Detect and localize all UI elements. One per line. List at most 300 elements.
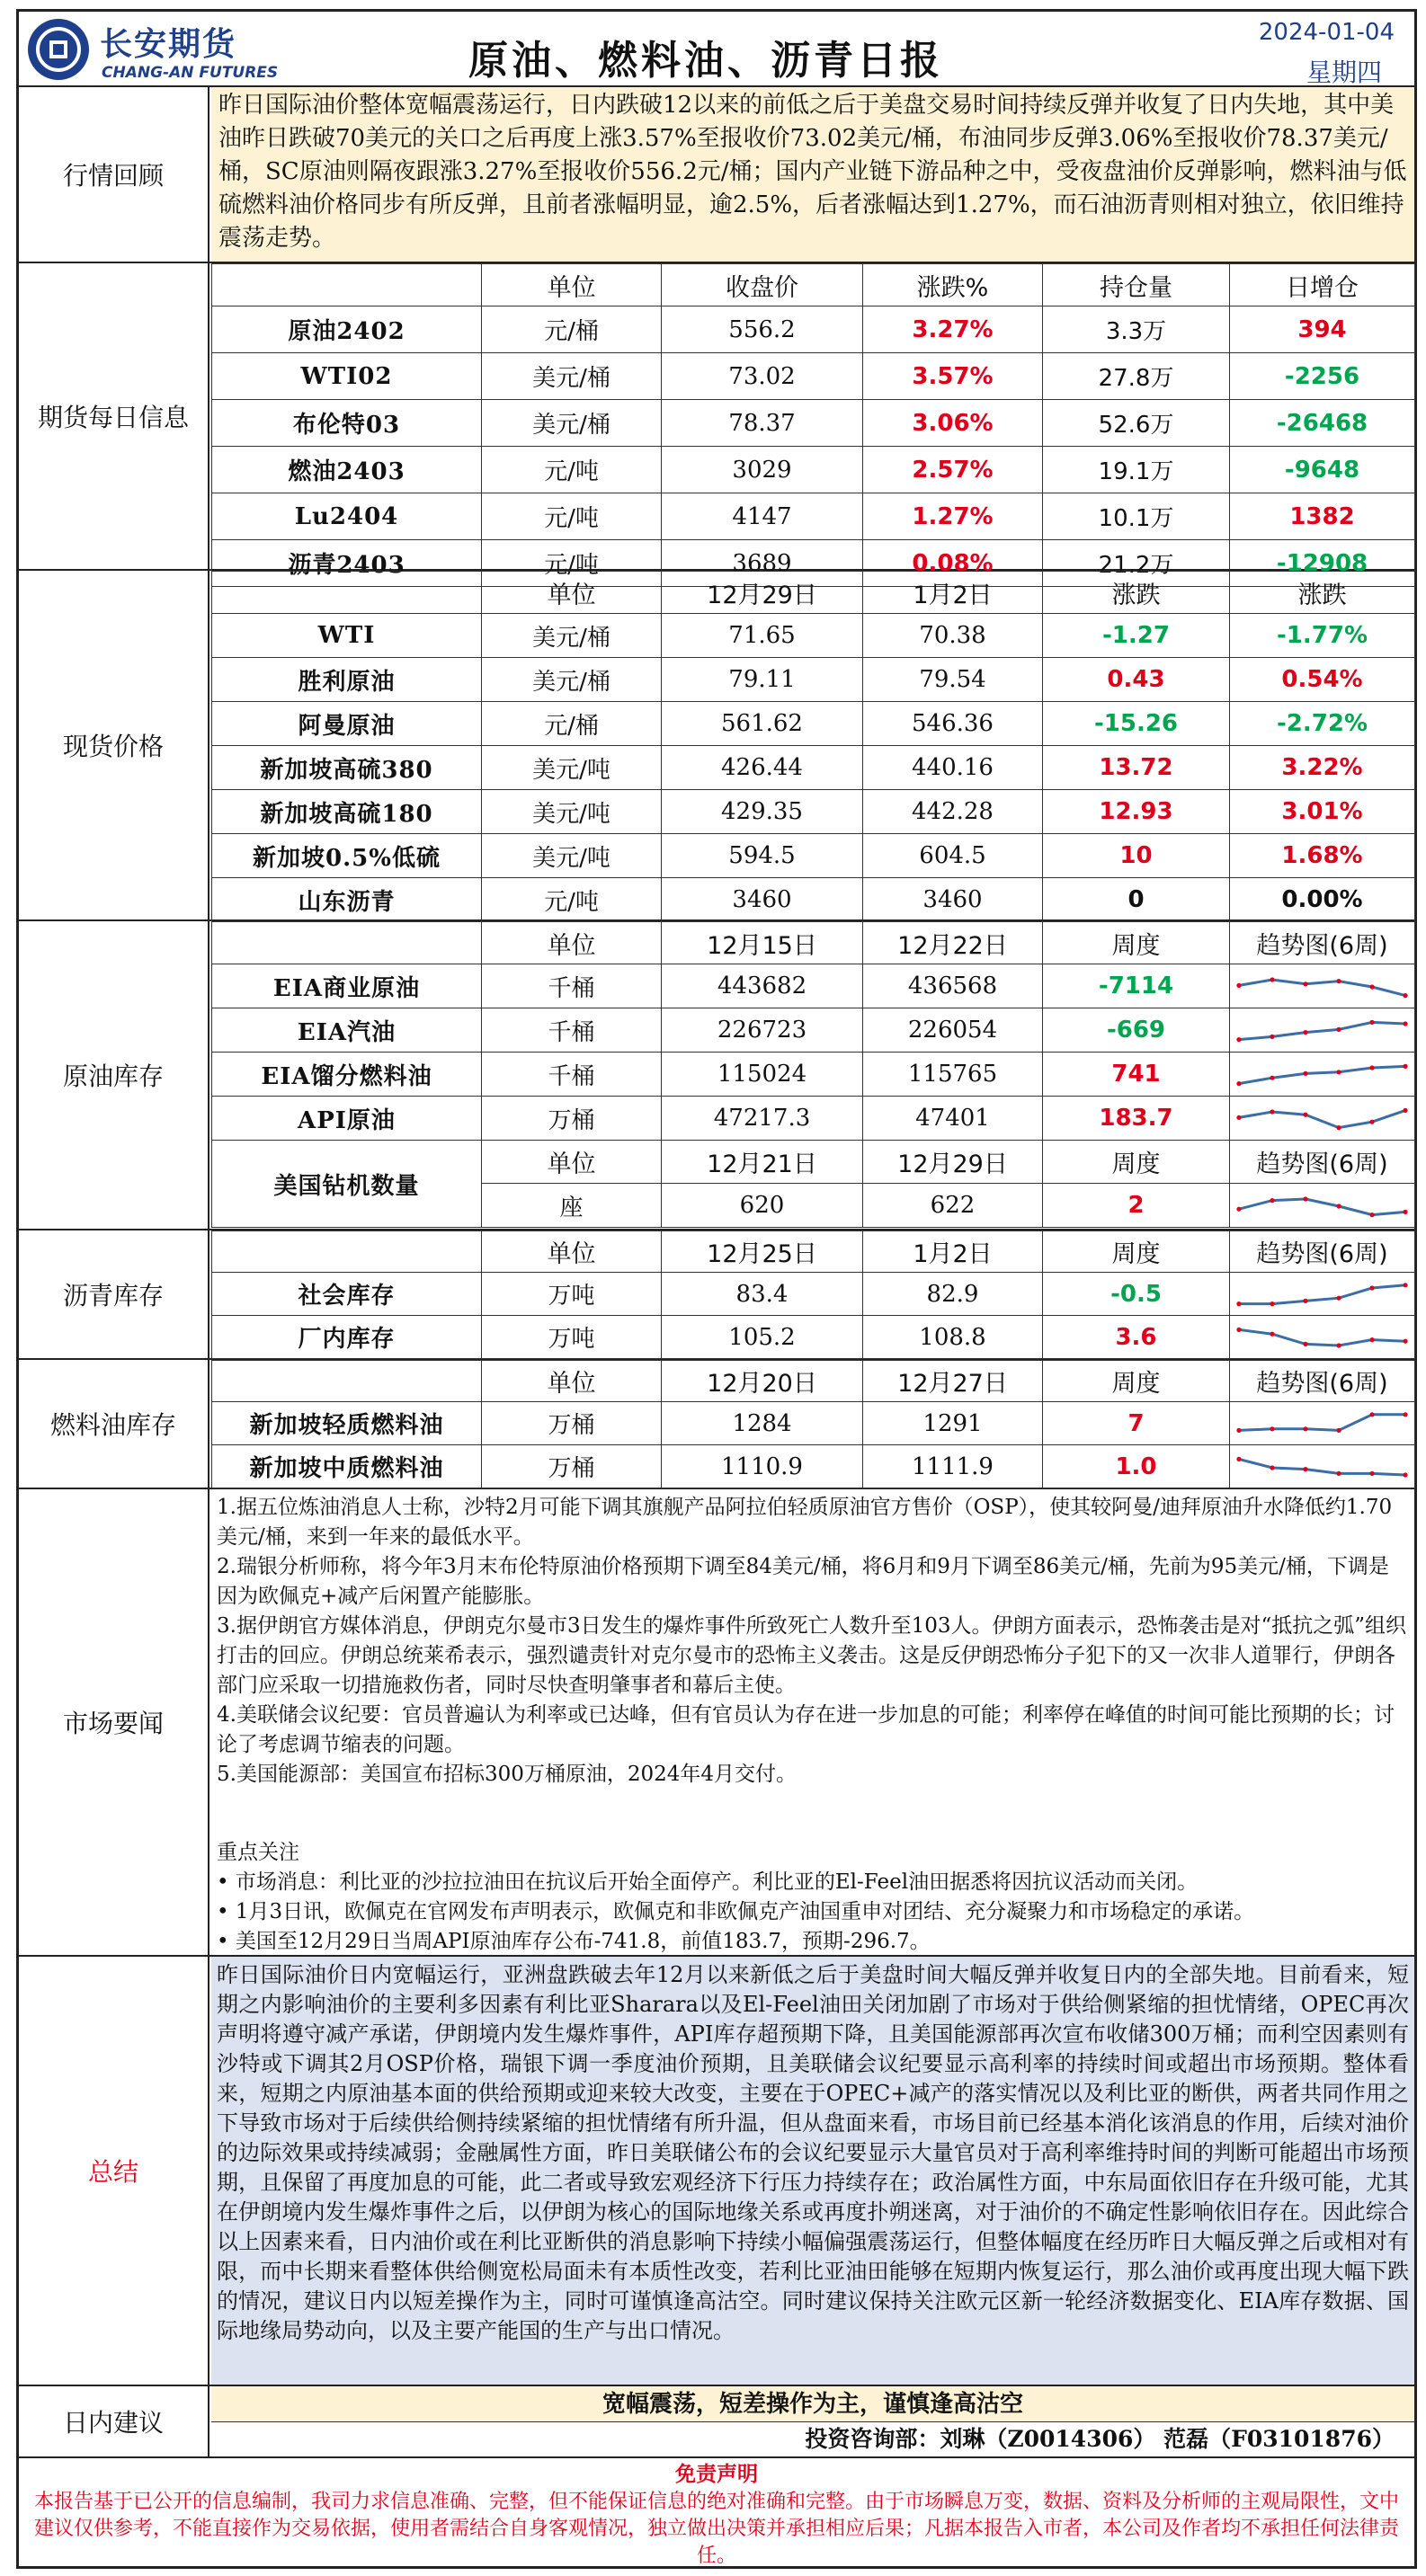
- table-row: [212, 1402, 1415, 1445]
- trend-point: [1303, 1341, 1307, 1346]
- weekly-change-cell: 741: [1043, 1053, 1230, 1097]
- trend-point: [1303, 1030, 1307, 1035]
- value-date1-cell: 83.4: [662, 1273, 863, 1316]
- summary-text: 昨日国际油价日内宽幅运行，亚洲盘跌破去年12月以来新低之后于美盘时间大幅反弹并收复日内的全部失地。目前看来，短期之内影响油价的主要利多因素有利比亚Sharara以及El-Feel油田关闭加剧了市场对于供给侧紧缩的担忧情绪，OPEC再次声明将遵守减产承诺，伊朗境内发生爆炸事件，API库存超预期下降，且美国能源部再次宣布收储300万桶；而利空因素则有沙特或下调其2月OSP价格，瑞银下调一季度油价预期，且美联储会议纪要显示高利率的持续时间或超出市场预期。整体看来，短期之内原油基本面的供给预期或迎来较大改变，主要在于OPEC+减产的落实情况以及利比亚的断供，两者共同作用之下导致市场对于后续供给侧持续紧缩的担忧情绪有所升温，但从盘面来看，市场目前已经基本消化该消息的作用，后续对油价的边际效果或持续减弱；金融属性方面，昨日美联储公布的会议纪要显示大量官员对于高利率维持时间的判断可能超出市场预期，且保留了再度加息的可能，此二者或导致宏观经济下行压力持续存在；政治属性方面，中东局面依旧存在升级可能，尤其在伊朗境内发生爆炸事件之后，以伊朗为核心的国际地缘关系或再度扑朔迷离，对于油价的不确定性影响依旧存在。因此综合以上因素来看，日内油价或在利比亚断供的消息影响下持续小幅偏强震荡运行，但整体幅度在经历昨日大幅反弹之后或相对有限，而中长期来看整体供给侧宽松局面未有本质性改变，若利比亚油田能够在短期内恢复运行，那么油价或再度出现大幅下跌的情况，建议日内以短差操作为主，同时可谨慎逢高沽空。同时建议保持关注欧元区新一轮经济数据变化、EIA库存数据、国际地缘局势动向，以及主要产能国的生产与出口情况。: [211, 1957, 1414, 2385]
- weekly-change-cell: 7: [1043, 1402, 1230, 1445]
- inventory-name: 厂内库存: [212, 1316, 482, 1359]
- trend-point: [1336, 1427, 1341, 1432]
- column-header: 日增仓: [1230, 264, 1415, 306]
- trend-point: [1270, 1109, 1274, 1114]
- price-date2-cell: 70.38: [863, 614, 1043, 658]
- spot-name: 阿曼原油: [212, 702, 482, 746]
- inventory-name: EIA商业原油: [212, 964, 482, 1008]
- trend-point: [1336, 1125, 1341, 1130]
- section-label: 市场要闻: [19, 1489, 209, 1955]
- value-date1-cell: 1284: [662, 1402, 863, 1445]
- unit-cell: 元/吨: [482, 447, 662, 493]
- trend-point: [1369, 984, 1374, 989]
- change-cell: -15.26: [1043, 702, 1230, 746]
- value-date2-cell: 226054: [863, 1008, 1043, 1053]
- trend-point: [1369, 1285, 1374, 1290]
- trend-point: [1236, 1456, 1241, 1461]
- trend-line: [1239, 1066, 1405, 1083]
- inventory-name: EIA馏分燃料油: [212, 1053, 482, 1097]
- disclaimer: [19, 2460, 1414, 2570]
- trend-point: [1336, 1070, 1341, 1074]
- change-cell: 12.93: [1043, 790, 1230, 834]
- unit-cell: 美元/桶: [482, 400, 662, 447]
- price-date1-cell: 426.44: [662, 746, 863, 790]
- change-pct-cell: 3.27%: [863, 306, 1043, 353]
- value-date1-cell: 105.2: [662, 1316, 863, 1359]
- trend-chart-cell: [1230, 1008, 1415, 1053]
- trend-point: [1270, 1301, 1274, 1306]
- column-header: 周度: [1043, 1231, 1230, 1273]
- close-price-cell: 3029: [662, 447, 863, 493]
- change-pct-cell: -1.77%: [1230, 614, 1415, 658]
- table-row: [212, 353, 1415, 400]
- value-date1-cell: 1110.9: [662, 1445, 863, 1488]
- table-row: [212, 447, 1415, 493]
- column-header: 单位: [482, 922, 662, 964]
- change-cell: 0: [1043, 878, 1230, 922]
- trend-chart-cell: [1230, 964, 1415, 1008]
- trend-point: [1403, 1064, 1407, 1069]
- close-price-cell: 4147: [662, 493, 863, 540]
- unit-cell: 千桶: [482, 1053, 662, 1097]
- price-date1-cell: 3460: [662, 878, 863, 922]
- weekly-change-cell: -0.5: [1043, 1273, 1230, 1316]
- fuel-stock-table: [211, 1360, 1415, 1488]
- daily-oi-change-cell: 1382: [1230, 493, 1415, 540]
- section-label: 燃料油库存: [19, 1360, 209, 1488]
- trend-point: [1270, 977, 1274, 982]
- value-date2-cell: 1291: [863, 1402, 1043, 1445]
- daily-oi-change-cell: 394: [1230, 306, 1415, 353]
- change-pct-cell: 0.00%: [1230, 878, 1415, 922]
- trend-line: [1239, 1459, 1405, 1475]
- section-label: 日内建议: [19, 2386, 209, 2456]
- trend-point: [1303, 1298, 1307, 1302]
- price-date1-cell: 561.62: [662, 702, 863, 746]
- unit-cell: 千桶: [482, 964, 662, 1008]
- trend-point: [1403, 1412, 1407, 1417]
- rig-header-row: [212, 1141, 1415, 1184]
- section-label: 总结: [19, 1957, 209, 2385]
- change-cell: -1.27: [1043, 614, 1230, 658]
- change-cell: 0.43: [1043, 658, 1230, 702]
- weekly-change-cell: 2: [1043, 1184, 1230, 1228]
- trend-point: [1369, 1065, 1374, 1070]
- trend-point: [1236, 1427, 1241, 1432]
- rig-count-name: 美国钻机数量: [212, 1141, 482, 1228]
- table-row: [212, 614, 1415, 658]
- contract-name: 原油2402: [212, 306, 482, 353]
- unit-cell: 美元/桶: [482, 614, 662, 658]
- trend-sparkline: [1230, 1185, 1414, 1226]
- price-date1-cell: 429.35: [662, 790, 863, 834]
- column-header: 单位: [482, 264, 662, 306]
- value-date2-cell: 115765: [863, 1053, 1043, 1097]
- column-header: 12月27日: [863, 1361, 1043, 1402]
- trend-line: [1239, 1284, 1405, 1303]
- value-date1-cell: 47217.3: [662, 1097, 863, 1141]
- unit-cell: 万吨: [482, 1273, 662, 1316]
- trend-line: [1239, 980, 1405, 996]
- value-date2-cell: 47401: [863, 1097, 1043, 1141]
- focus-item: • 美国至12月29日当周API原油库存公布-741.8，前值183.7，预期-296.7。: [217, 1930, 931, 1953]
- unit-cell: 万桶: [482, 1097, 662, 1141]
- daily-oi-change-cell: -26468: [1230, 400, 1415, 447]
- column-header: 周度: [1043, 1361, 1230, 1402]
- trend-line: [1239, 1329, 1405, 1346]
- contract-name: 布伦特03: [212, 400, 482, 447]
- weekly-change-cell: -7114: [1043, 964, 1230, 1008]
- trend-point: [1236, 1327, 1241, 1331]
- report-title: 原油、燃料油、沥青日报: [468, 38, 943, 84]
- close-price-cell: 73.02: [662, 353, 863, 400]
- change-pct-cell: 3.06%: [863, 400, 1043, 447]
- weekly-change-cell: 3.6: [1043, 1316, 1230, 1359]
- open-interest-cell: 19.1万: [1043, 447, 1230, 493]
- value-date2-cell: 1111.9: [863, 1445, 1043, 1488]
- news-body: [211, 1489, 1414, 1955]
- weekly-change-cell: 1.0: [1043, 1445, 1230, 1488]
- trend-sparkline: [1230, 1097, 1414, 1139]
- asphalt-stock-table: [211, 1230, 1415, 1359]
- trend-sparkline: [1230, 1446, 1414, 1488]
- table-row: [212, 1097, 1415, 1141]
- table-row: [212, 790, 1415, 834]
- unit-cell: 元/吨: [482, 540, 662, 587]
- table-row: [212, 400, 1415, 447]
- section-label: 行情回顾: [19, 87, 209, 262]
- spot-name: WTI: [212, 614, 482, 658]
- value-date2-cell: 622: [863, 1184, 1043, 1228]
- unit-cell: 座: [482, 1184, 662, 1228]
- trend-sparkline: [1230, 1274, 1414, 1315]
- column-header: [212, 922, 482, 964]
- trend-point: [1336, 1295, 1341, 1300]
- trend-point: [1270, 1076, 1274, 1080]
- trend-point: [1369, 1212, 1374, 1217]
- spot-table: [211, 571, 1415, 922]
- trend-point: [1369, 1020, 1374, 1025]
- column-header: [212, 572, 482, 614]
- unit-cell: 美元/桶: [482, 658, 662, 702]
- column-header: 12月21日: [662, 1141, 863, 1184]
- report-header: [19, 12, 1414, 87]
- trend-point: [1303, 1467, 1307, 1471]
- column-header: 收盘价: [662, 264, 863, 306]
- spot-name: 新加坡高硫180: [212, 790, 482, 834]
- advice-section: [19, 2386, 1414, 2458]
- trend-point: [1236, 1207, 1241, 1212]
- news-item: 5.美国能源部：美国宣布招标300万桶原油，2024年4月交付。: [217, 1763, 798, 1786]
- logo-en: CHANG-AN FUTURES: [102, 64, 279, 82]
- column-header: 12月20日: [662, 1361, 863, 1402]
- price-date1-cell: 594.5: [662, 834, 863, 878]
- trend-point: [1303, 982, 1307, 986]
- section-label: 现货价格: [19, 571, 209, 919]
- change-pct-cell: 3.01%: [1230, 790, 1415, 834]
- value-date2-cell: 108.8: [863, 1316, 1043, 1359]
- trend-chart-cell: [1230, 1273, 1415, 1316]
- trend-point: [1236, 1301, 1241, 1306]
- column-header: 涨跌: [1043, 572, 1230, 614]
- price-date2-cell: 440.16: [863, 746, 1043, 790]
- close-price-cell: 3689: [662, 540, 863, 587]
- change-pct-cell: 2.57%: [863, 447, 1043, 493]
- trend-point: [1270, 1198, 1274, 1203]
- price-date2-cell: 3460: [863, 878, 1043, 922]
- table-row: [212, 1053, 1415, 1097]
- column-header: 周度: [1043, 1141, 1230, 1184]
- table-header-row: [212, 264, 1415, 306]
- price-date2-cell: 546.36: [863, 702, 1043, 746]
- trend-sparkline: [1230, 1403, 1414, 1444]
- contract-name: 沥青2403: [212, 540, 482, 587]
- trend-sparkline: [1230, 1053, 1414, 1095]
- trend-point: [1369, 1337, 1374, 1342]
- trend-line: [1239, 1022, 1405, 1039]
- news-item: 4.美联储会议纪要：官员普遍认为利率或已达峰，但有官员认为存在进一步加息的可能；利率停在峰值的时间可能比预期的长；讨论了考虑调节缩表的问题。: [217, 1703, 1395, 1756]
- trend-point: [1270, 1331, 1274, 1336]
- spot-name: 山东沥青: [212, 878, 482, 922]
- price-date2-cell: 442.28: [863, 790, 1043, 834]
- news-item: 3.据伊朗官方媒体消息，伊朗克尔曼市3日发生的爆炸事件所致死亡人数升至103人。伊朗方面表示，恐怖袭击是对“抵抗之弧”组织打击的回应。伊朗总统莱希表示，强烈谴责针对克尔曼市的恐怖主义袭击。这是反伊朗恐怖分子犯下的又一次非人道罪行，伊朗各部门应采取一切措施救伤者，同时尽快查明肇事者和幕后主使。: [217, 1614, 1406, 1697]
- trend-point: [1403, 993, 1407, 998]
- inventory-name: 新加坡轻质燃料油: [212, 1402, 482, 1445]
- column-header: 12月29日: [863, 1141, 1043, 1184]
- column-header: [212, 1361, 482, 1402]
- inventory-name: 社会库存: [212, 1273, 482, 1316]
- table-header-row: [212, 572, 1415, 614]
- change-pct-cell: 0.08%: [863, 540, 1043, 587]
- table-row: [212, 702, 1415, 746]
- unit-cell: 万吨: [482, 1316, 662, 1359]
- news-item: 2.瑞银分析师称，将今年3月末布伦特原油价格预期下调至84美元/桶，将6月和9月下调至86美元/桶，先前为95美元/桶，下调是因为欧佩克+减产后闲置产能膨胀。: [217, 1555, 1389, 1608]
- section-label: 期货每日信息: [19, 263, 209, 569]
- trend-point: [1403, 1210, 1407, 1214]
- trend-point: [1369, 1412, 1374, 1417]
- column-header: 1月2日: [863, 572, 1043, 614]
- open-interest-cell: 27.8万: [1043, 353, 1230, 400]
- report: [16, 9, 1417, 2569]
- price-date1-cell: 71.65: [662, 614, 863, 658]
- futures-section: [19, 263, 1414, 579]
- section-label: 沥青库存: [19, 1230, 209, 1358]
- column-header: 周度: [1043, 922, 1230, 964]
- value-date1-cell: 620: [662, 1184, 863, 1228]
- trend-point: [1236, 983, 1241, 988]
- trend-point: [1303, 1113, 1307, 1117]
- contact-info: 投资咨询部：刘琳（Z0014306） 范磊（F03101876）: [805, 2426, 1395, 2452]
- table-row: [212, 878, 1415, 922]
- trend-chart-cell: [1230, 1316, 1415, 1359]
- column-header: 12月29日: [662, 572, 863, 614]
- table-row: [212, 964, 1415, 1008]
- table-row: [212, 658, 1415, 702]
- column-header: 单位: [482, 1141, 662, 1184]
- column-header: 12月15日: [662, 922, 863, 964]
- table-row: [212, 306, 1415, 353]
- unit-cell: 美元/吨: [482, 834, 662, 878]
- table-header-row: [212, 1231, 1415, 1273]
- value-date2-cell: 82.9: [863, 1273, 1043, 1316]
- daily-oi-change-cell: -2256: [1230, 353, 1415, 400]
- trend-point: [1236, 1115, 1241, 1120]
- spot-section: [19, 571, 1414, 921]
- trend-point: [1403, 1472, 1407, 1477]
- column-header: 单位: [482, 1361, 662, 1402]
- news-item: 1.据五位炼油消息人士称，沙特2月可能下调其旗舰产品阿拉伯轻质原油官方售价（OSP），使其较阿曼/迪拜原油升水降低约1.70美元/桶，来到一年来的最低水平。: [217, 1496, 1393, 1549]
- column-header: 趋势图(6周): [1230, 1361, 1415, 1402]
- crude-stock-section: [19, 921, 1414, 1230]
- trend-point: [1236, 1081, 1241, 1086]
- disclaimer-title: 免责声明: [675, 2462, 758, 2486]
- table-row: [212, 1273, 1415, 1316]
- inventory-name: API原油: [212, 1097, 482, 1141]
- trend-point: [1303, 1071, 1307, 1076]
- column-header: 趋势图(6周): [1230, 1141, 1415, 1184]
- column-header: 趋势图(6周): [1230, 1231, 1415, 1273]
- section-label: 原油库存: [19, 921, 209, 1229]
- unit-cell: 元/桶: [482, 702, 662, 746]
- futures-table: [211, 263, 1415, 587]
- column-header: 1月2日: [863, 1231, 1043, 1273]
- trend-point: [1336, 979, 1341, 983]
- spot-name: 新加坡高硫380: [212, 746, 482, 790]
- contract-name: WTI02: [212, 353, 482, 400]
- column-header: 涨跌%: [863, 264, 1043, 306]
- crude-stock-table: [211, 921, 1415, 1228]
- trend-line: [1239, 1414, 1405, 1430]
- trend-line: [1239, 1110, 1405, 1127]
- unit-cell: 元/吨: [482, 878, 662, 922]
- price-date1-cell: 79.11: [662, 658, 863, 702]
- change-pct-cell: 1.68%: [1230, 834, 1415, 878]
- trend-point: [1336, 1027, 1341, 1032]
- trend-point: [1336, 1343, 1341, 1347]
- trend-point: [1403, 1283, 1407, 1287]
- change-pct-cell: 3.57%: [863, 353, 1043, 400]
- trend-chart-cell: [1230, 1097, 1415, 1141]
- trend-point: [1236, 1037, 1241, 1042]
- table-header-row: [212, 1361, 1415, 1402]
- trend-line: [1239, 1199, 1405, 1215]
- table-header-row: [212, 922, 1415, 964]
- trend-point: [1303, 1196, 1307, 1201]
- trend-point: [1270, 1465, 1274, 1470]
- unit-cell: 万桶: [482, 1402, 662, 1445]
- focus-item: • 1月3日讯，欧佩克在官网发布声明表示，欧佩克和非欧佩克产油国重申对团结、充分凝聚力和市场稳定的承诺。: [217, 1900, 1255, 1923]
- table-row: [212, 493, 1415, 540]
- weekly-change-cell: -669: [1043, 1008, 1230, 1053]
- summary-section: [19, 1957, 1414, 2386]
- inventory-name: 新加坡中质燃料油: [212, 1445, 482, 1488]
- table-row: [212, 834, 1415, 878]
- value-date1-cell: 115024: [662, 1053, 863, 1097]
- table-row: [212, 1445, 1415, 1488]
- market-review-text: 昨日国际油价整体宽幅震荡运行，日内跌破12以来的前低之后于美盘交易时间持续反弹并收复了日内失地，其中美油昨日跌破70美元的关口之后再度上涨3.57%至报收价73.02美元/桶，布油同步反弹3.06%至报收价78.37美元/桶，SC原油则隔夜跟涨3.27%至报收价556.2元/桶；国内产业链下游品种之中，受夜盘油价反弹影响，燃料油与低硫燃料油价格同步有所反弹，且前者涨幅明显，逾2.5%，后者涨幅达到1.27%，而石油沥青则相对独立，依旧维持震荡走势。: [211, 87, 1414, 262]
- open-interest-cell: 10.1万: [1043, 493, 1230, 540]
- value-date1-cell: 226723: [662, 1008, 863, 1053]
- report-date: 2024-01-04: [1258, 19, 1395, 46]
- unit-cell: 元/吨: [482, 493, 662, 540]
- spot-name: 新加坡0.5%低硫: [212, 834, 482, 878]
- chang-an-logo-icon: [28, 19, 89, 80]
- trend-point: [1403, 1108, 1407, 1113]
- logo-cn: 长安期货: [100, 26, 237, 63]
- focus-title: 重点关注: [217, 1841, 299, 1864]
- unit-cell: 美元/桶: [482, 353, 662, 400]
- focus-item: • 市场消息：利比亚的沙拉拉油田在抗议后开始全面停产。利比亚的El-Feel油田据悉将因抗议活动而关闭。: [217, 1870, 1199, 1894]
- trend-chart-cell: [1230, 1184, 1415, 1228]
- trend-point: [1403, 1021, 1407, 1026]
- unit-cell: 美元/吨: [482, 746, 662, 790]
- change-pct-cell: -2.72%: [1230, 702, 1415, 746]
- column-header: [212, 1231, 482, 1273]
- daily-oi-change-cell: -9648: [1230, 447, 1415, 493]
- daily-oi-change-cell: -12908: [1230, 540, 1415, 587]
- trend-point: [1270, 1426, 1274, 1431]
- table-row: [212, 1008, 1415, 1053]
- column-header: 持仓量: [1043, 264, 1230, 306]
- report-weekday: 星期四: [1306, 58, 1382, 87]
- spot-name: 胜利原油: [212, 658, 482, 702]
- trend-point: [1336, 1204, 1341, 1208]
- trend-point: [1303, 1426, 1307, 1431]
- trend-point: [1270, 1035, 1274, 1039]
- asphalt-stock-section: [19, 1230, 1414, 1360]
- price-date2-cell: 604.5: [863, 834, 1043, 878]
- trend-sparkline: [1230, 1009, 1414, 1051]
- column-header: [212, 264, 482, 306]
- weekly-change-cell: 183.7: [1043, 1097, 1230, 1141]
- column-header: 趋势图(6周): [1230, 922, 1415, 964]
- column-header: 单位: [482, 572, 662, 614]
- unit-cell: 千桶: [482, 1008, 662, 1053]
- contract-name: 燃油2403: [212, 447, 482, 493]
- change-pct-cell: 1.27%: [863, 493, 1043, 540]
- trend-chart-cell: [1230, 1402, 1415, 1445]
- column-header: 12月22日: [863, 922, 1043, 964]
- advice-text: 宽幅震荡，短差操作为主，谨慎逢高沽空: [211, 2386, 1414, 2422]
- trend-point: [1369, 1470, 1374, 1475]
- open-interest-cell: 3.3万: [1043, 306, 1230, 353]
- change-pct-cell: 3.22%: [1230, 746, 1415, 790]
- inventory-name: EIA汽油: [212, 1008, 482, 1053]
- news-section: [19, 1489, 1414, 1957]
- open-interest-cell: 52.6万: [1043, 400, 1230, 447]
- column-header: 单位: [482, 1231, 662, 1273]
- unit-cell: 元/桶: [482, 306, 662, 353]
- column-header: 12月25日: [662, 1231, 863, 1273]
- unit-cell: 美元/吨: [482, 790, 662, 834]
- table-row: [212, 746, 1415, 790]
- unit-cell: 万桶: [482, 1445, 662, 1488]
- change-pct-cell: 0.54%: [1230, 658, 1415, 702]
- trend-sparkline: [1230, 1317, 1414, 1358]
- market-review-section: [19, 87, 1414, 263]
- trend-sparkline: [1230, 965, 1414, 1007]
- close-price-cell: 78.37: [662, 400, 863, 447]
- close-price-cell: 556.2: [662, 306, 863, 353]
- disclaimer-text: 本报告基于已公开的信息编制，我司力求信息准确、完整，但不能保证信息的绝对准确和完整。由于市场瞬息万变，数据、资料及分析师的主观局限性，文中建议仅供参考，不能直接作为交易依据，使用者需结合自身客观情况，独立做出决策并承担相应后果；凡据本报告入市者，本公司及作者均不承担任何法律责任。: [33, 2491, 1399, 2567]
- trend-chart-cell: [1230, 1053, 1415, 1097]
- trend-chart-cell: [1230, 1445, 1415, 1488]
